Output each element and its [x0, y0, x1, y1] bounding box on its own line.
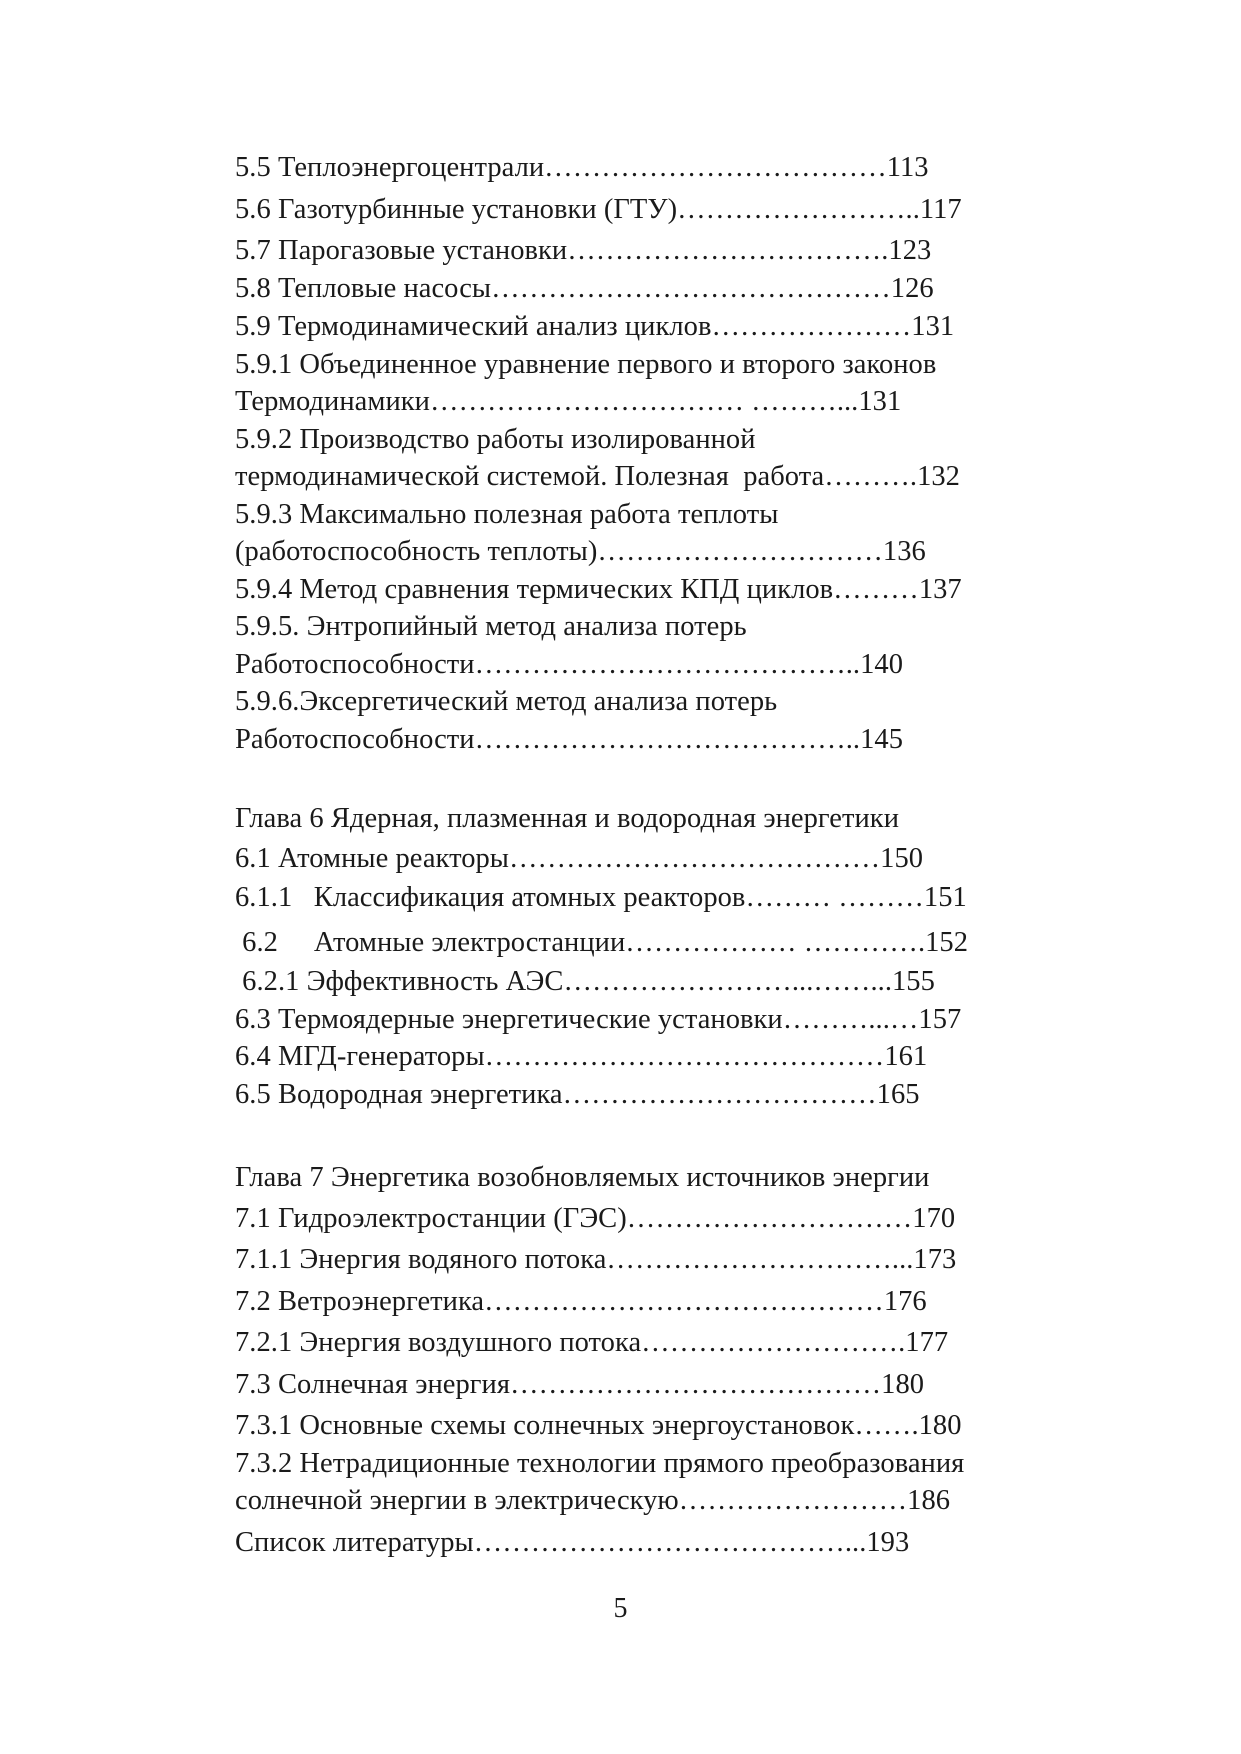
toc-line-6-1-1: 6.1.1 Классификация атомных реакторов……… ………151 [235, 882, 967, 913]
toc-line-5-9-5: 5.9.5. Энтропийный метод анализа потерь [235, 611, 747, 642]
toc-line-5-9-3-cont: (работоспособность теплоты)…………………………136 [235, 536, 926, 567]
toc-line-7-2-1: 7.2.1 Энергия воздушного потока……………………….177 [235, 1327, 949, 1358]
toc-line-6-2: 6.2 Атомные электростанции……………… ………….152 [235, 927, 969, 958]
toc-line-6-5: 6.5 Водородная энергетика……………………………165 [235, 1079, 920, 1110]
toc-line-5-9-1-cont: Термодинамики…………………………… ………...131 [235, 386, 902, 417]
toc-line-5-8: 5.8 Тепловые насосы……………………………………126 [235, 273, 934, 304]
toc-line-references: Список литературы…………………………………...193 [235, 1527, 910, 1558]
toc-line-5-7: 5.7 Парогазовые установки…………………………….123 [235, 235, 932, 266]
chapter-7-heading: Глава 7 Энергетика возобновляемых источников энергии [235, 1162, 930, 1193]
toc-line-5-9: 5.9 Термодинамический анализ циклов…………………131 [235, 311, 955, 342]
toc-line-7-1: 7.1 Гидроэлектростанции (ГЭС)…………………………170 [235, 1203, 956, 1234]
toc-line-6-3: 6.3 Термоядерные энергетические установки………...…157 [235, 1004, 962, 1035]
toc-line-7-3-2: 7.3.2 Нетрадиционные технологии прямого преобразования [235, 1448, 965, 1479]
toc-line-7-3-2-cont: солнечной энергии в электрическую……………………186 [235, 1485, 951, 1516]
page-number: 5 [613, 1593, 628, 1624]
toc-line-6-1: 6.1 Атомные реакторы…………………………………150 [235, 843, 924, 874]
toc-line-7-2: 7.2 Ветроэнергетика……………………………………176 [235, 1286, 927, 1317]
toc-line-6-4: 6.4 МГД-генераторы……………………………………161 [235, 1041, 928, 1072]
toc-line-7-3-1: 7.3.1 Основные схемы солнечных энергоустановок…….180 [235, 1410, 962, 1441]
toc-line-5-9-4: 5.9.4 Метод сравнения термических КПД циклов………137 [235, 574, 962, 605]
toc-line-6-2-1: 6.2.1 Эффективность АЭС……………………...……...155 [235, 966, 935, 997]
toc-line-5-5: 5.5 Теплоэнергоцентрали………………………………113 [235, 152, 929, 183]
toc-line-5-9-2-cont: термодинамической системой. Полезная работа……….132 [235, 461, 960, 492]
toc-line-5-9-5-cont: Работоспособности…………………………………..140 [235, 649, 903, 680]
toc-line-5-9-3: 5.9.3 Максимально полезная работа теплоты [235, 499, 779, 530]
toc-line-7-1-1: 7.1.1 Энергия водяного потока…………………………...173 [235, 1244, 957, 1275]
toc-line-5-9-6-cont: Работоспособности…………………………………..145 [235, 724, 903, 755]
toc-line-5-9-1: 5.9.1 Объединенное уравнение первого и второго законов [235, 349, 937, 380]
toc-line-5-9-2: 5.9.2 Производство работы изолированной [235, 424, 756, 455]
toc-line-7-3: 7.3 Солнечная энергия…………………………………180 [235, 1369, 925, 1400]
toc-line-5-9-6: 5.9.6.Эксергетический метод анализа потерь [235, 686, 778, 717]
chapter-6-heading: Глава 6 Ядерная, плазменная и водородная энергетики [235, 803, 899, 834]
toc-line-5-6: 5.6 Газотурбинные установки (ГТУ)……………………..117 [235, 194, 962, 225]
